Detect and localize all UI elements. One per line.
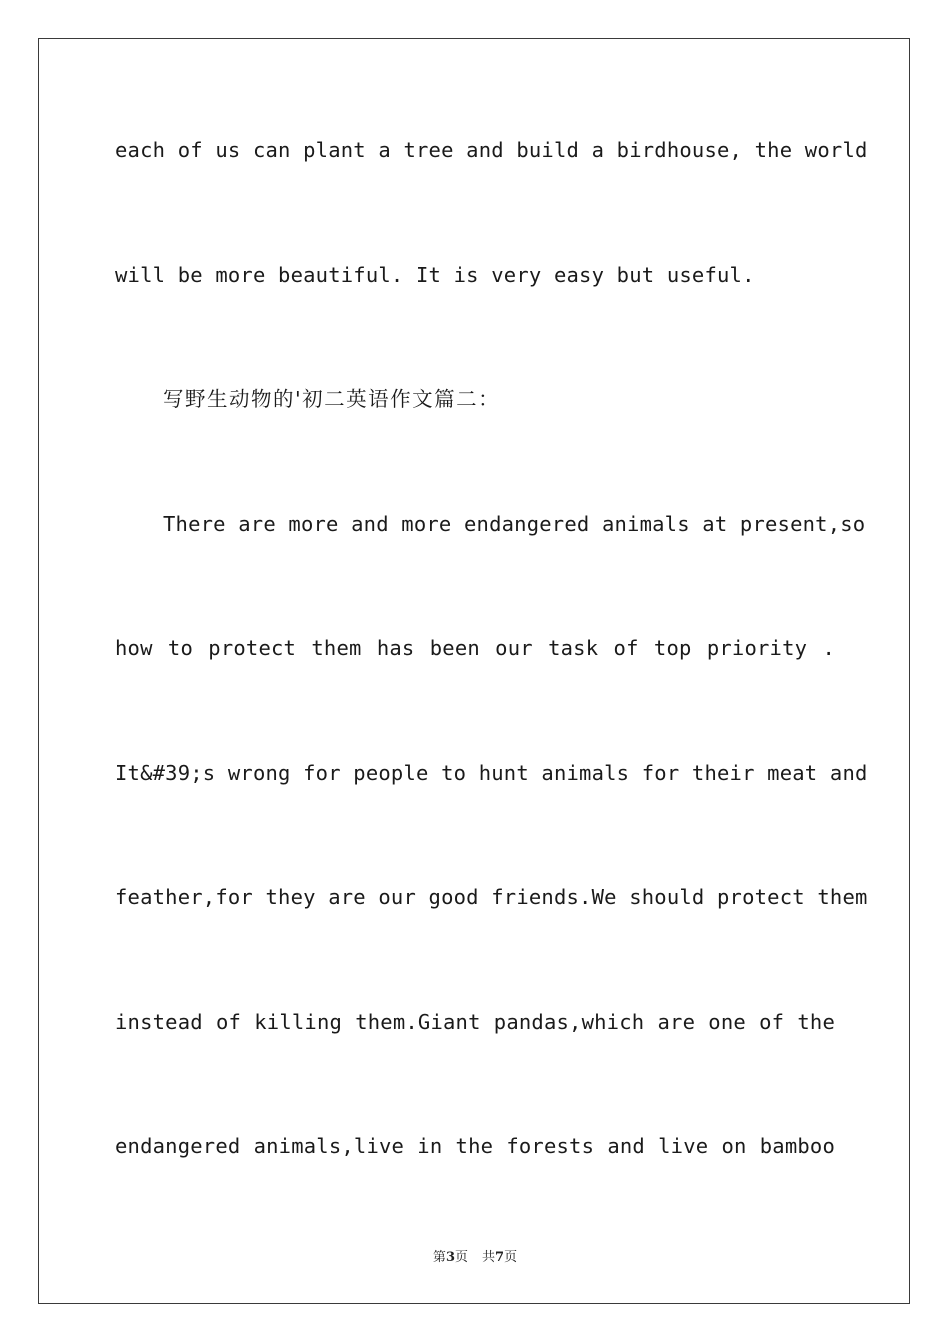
section-heading: 写野生动物的'初二英语作文篇二：	[163, 387, 501, 411]
body-text-line: how to protect them has been our task of top priority .	[115, 636, 835, 660]
body-text-line: endangered animals,live in the forests and live on bamboo	[115, 1134, 835, 1158]
body-text-line: instead of killing them.Giant pandas,which are one of the	[115, 1010, 835, 1034]
page-suffix: 页	[454, 1250, 468, 1265]
page-footer	[0, 1246, 950, 1265]
current-page-number: 3	[445, 1250, 455, 1265]
body-text-line: It&#39;s wrong for people to hunt animals for their meat and	[115, 761, 868, 785]
body-text-line: There are more and more endangered animals at present,so	[163, 512, 866, 536]
page-border	[38, 38, 910, 1304]
body-text-line: each of us can plant a tree and build a birdhouse, the world	[115, 138, 868, 162]
page-prefix: 第	[432, 1250, 446, 1265]
body-text-line: feather,for they are our good friends.We should protect them	[115, 885, 868, 909]
total-suffix: 页	[504, 1250, 518, 1265]
total-page-number: 7	[495, 1250, 505, 1265]
total-prefix: 共	[482, 1250, 496, 1265]
body-text-line: will be more beautiful. It is very easy but useful.	[115, 263, 755, 287]
